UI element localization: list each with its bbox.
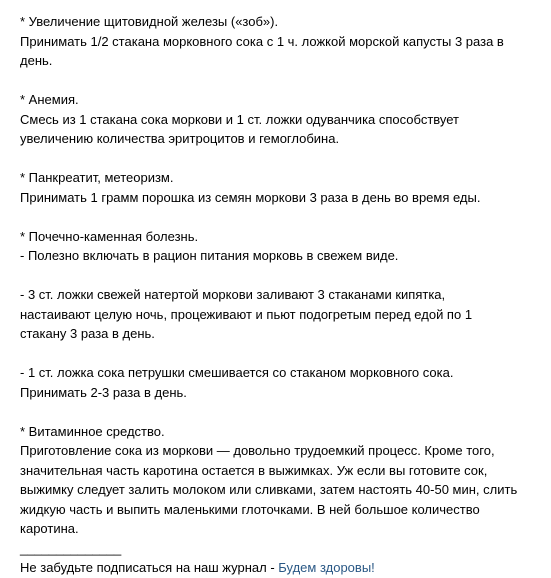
- section-heading: * Анемия.: [20, 92, 79, 107]
- subscribe-text: Не забудьте подписаться на наш журнал -: [20, 560, 279, 575]
- recipe-carrot-infusion: [20, 285, 545, 344]
- text-line: жидкую часть и выпить маленькими глоточками. В ней большое количество: [20, 501, 480, 517]
- text-line: настаивают целую ночь, процеживают и пьют подогретым перед едой по 1: [20, 306, 473, 322]
- section-heading: * Почечно-каменная болезнь.: [20, 228, 199, 244]
- text-line: Смесь из 1 стакана сока моркови и 1 ст. ложки одуванчика способствует: [20, 111, 460, 127]
- section-pancreatitis: [20, 168, 545, 207]
- recipe-parsley-juice: [20, 363, 545, 402]
- text-line: Принимать 2-3 раза в день.: [20, 384, 187, 400]
- section-vitamin: [20, 422, 545, 559]
- text-line: Приготовление сока из моркови — довольно трудоемкий процесс. Кроме того,: [20, 443, 495, 458]
- subscribe-line: [20, 558, 545, 578]
- text-line: - Полезно включать в рацион питания морковь в свежем виде.: [20, 248, 399, 263]
- section-heading: * Увеличение щитовидной железы («зоб»).: [20, 14, 279, 29]
- text-line: каротина.: [20, 521, 79, 536]
- section-anemia: [20, 90, 545, 149]
- text-line: - 3 ст. ложки свежей натертой моркови заливают 3 стаканами кипятка,: [20, 287, 446, 302]
- section-heading: * Панкреатит, метеоризм.: [20, 170, 174, 185]
- text-line: Принимать 1/2 стакана морковного сока с 1 ч. ложкой морской капусты 3 раза в: [20, 33, 504, 49]
- text-line: увеличению количества эритроцитов и гемоглобина.: [20, 131, 340, 146]
- divider-underscores: ______________: [20, 540, 122, 556]
- journal-link[interactable]: Будем здоровы!: [278, 560, 375, 575]
- text-line: Принимать 1 грамм порошка из семян моркови 3 раза в день во время еды.: [20, 189, 481, 205]
- text-line: день.: [20, 53, 53, 68]
- text-line: значительная часть каротина остается в выжимках. Уж если вы готовите сок,: [20, 462, 488, 478]
- section-kidney-stones: [20, 227, 545, 266]
- text-line: стакану 3 раза в день.: [20, 326, 155, 341]
- text-line: - 1 ст. ложка сока петрушки смешивается со стаканом морковного сока.: [20, 365, 454, 380]
- section-thyroid: [20, 12, 545, 71]
- post-text: [20, 12, 545, 578]
- section-heading: * Витаминное средство.: [20, 423, 165, 439]
- text-line: выжимку следует залить молоком или сливками, затем настоять 40-50 мин, слить: [20, 482, 518, 497]
